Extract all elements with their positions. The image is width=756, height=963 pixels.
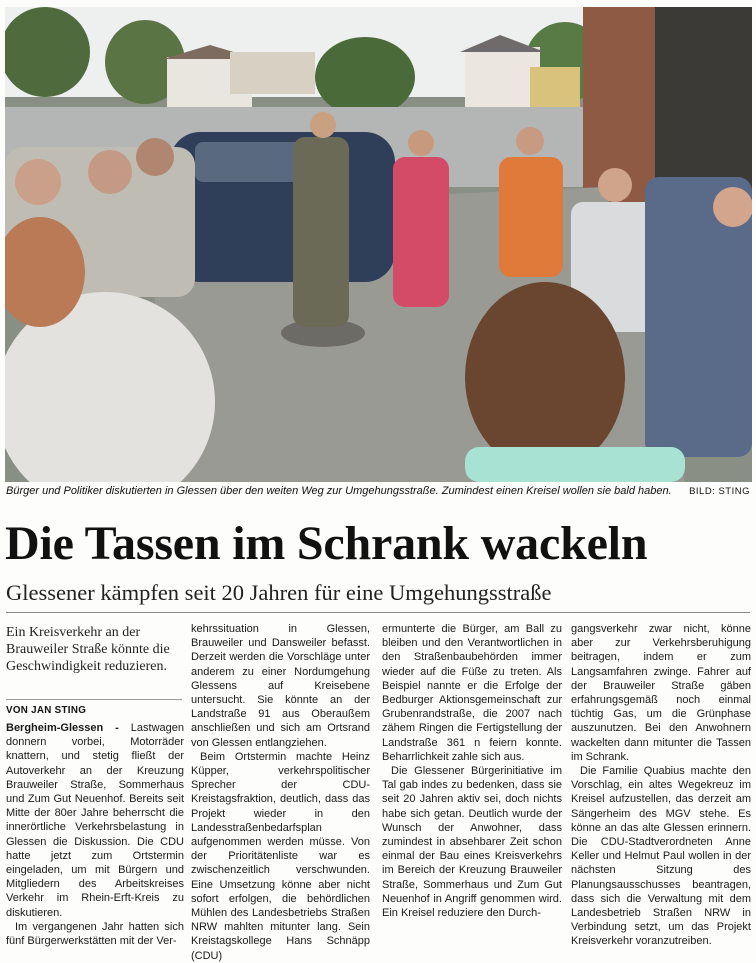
article-paragraph: ermunterte die Bürger, am Ball zu bleiben und den Verantwortlichen in den Straßenbaubehörden immer wieder auf die Füße zu treten. Als Beispiel nannte er die Erfolge der Bedburger Aktionsgemeinschaft zur Grubenrandstraße, die 2007 nach zähem Ringen die Fertigstellung der Landstraße 361 n feiern konnte. Beharrlichkeit zahle sich aus. bbox=[382, 623, 562, 763]
article-column-4 bbox=[571, 622, 751, 949]
person-orange bbox=[499, 157, 563, 277]
news-photo-illustration bbox=[5, 7, 752, 482]
divider bbox=[6, 612, 750, 613]
person-suit bbox=[293, 137, 349, 327]
article-paragraph: Die Glessener Bürgerinitiative im Tal gab indes zu bedenken, dass sie seit 20 Jahren aktiv sei, doch nichts habe sich getan. Deutlich wurde der Wunsch der Anwohner, dass zumindest in absehbarer Zeit schon einmal der Bau eines Kreisverkehrs im Bereich der Kreuzung Brauweiler Straße, Sommerhaus und Zum Gut Neuenhof in Angriff genommen wird. Ein Kreisel reduziere den Durch- bbox=[382, 765, 562, 920]
byline: VON JAN STING bbox=[6, 705, 87, 716]
house-back bbox=[230, 52, 315, 94]
article-paragraph: Beim Ortstermin machte Heinz Küpper, verkehrspolitischer Sprecher der CDU-Kreistagsfraktion, deutlich, dass das Projekt wieder in den Landesstraßenbedarfsplan aufgenommen werden müsse. Von der Prioritätenliste war es zwischenzeitlich verschwunden. Eine Umsetzung könne aber nicht sofort erfolgen, die behördlichen Mühlen des Landesbetriebs Straßen NRW mahlten mitunter lang. Sein Kreistagskollege Hans Schnäpp (CDU) bbox=[191, 750, 370, 962]
tree-mid bbox=[315, 37, 415, 117]
article-paragraph: gangsverkehr zwar nicht, könne aber zur Verkehrsberuhigung beitragen, indem er zum Langsamfahren zwinge. Fahrer auf der Brauweiler Straße gäben erfahrungsgemäß noch einmal tüchtig Gas, um die Grünphase auszunutzen. Bei den Anwohnern wackelten dann mitunter die Tassen im Schrank. bbox=[571, 623, 751, 763]
subheadline: Glessener kämpfen seit 20 Jahren für eine Umgehungsstraße bbox=[6, 580, 552, 605]
photo-caption: Bürger und Politiker diskutierten in Glessen über den weiten Weg zur Umgehungsstraße. Zumindest einen Kreisel wollen sie bald haben. bbox=[6, 485, 672, 497]
article-paragraph bbox=[6, 721, 184, 920]
article-paragraph: Im vergangenen Jahr hatten sich fünf Bürgerwerkstätten mit der Ver- bbox=[6, 920, 184, 948]
article-column-3 bbox=[382, 622, 562, 920]
article-column-2 bbox=[191, 622, 370, 963]
article-paragraph: kehrssituation in Glessen, Brauweiler und Dansweiler befasst. Derzeit werden die Vorschläge unter anderem zu einer Nordumgehung Glessens auf Kreisebene untersucht. Sie könnte an der Landstraße 91 aus Oberaußem anschließen und sich am Ortsrand von Glessen entlangziehen. bbox=[191, 623, 370, 749]
person-pink bbox=[393, 157, 449, 307]
headline: Die Tassen im Schrank wackeln bbox=[5, 517, 648, 570]
house-yellow bbox=[530, 67, 580, 112]
news-photo bbox=[5, 7, 752, 482]
teaser: Ein Kreisverkehr an der Brauweiler Straße könnte die Geschwindigkeit reduzieren. bbox=[6, 625, 170, 674]
article-paragraph: Die Familie Quabius machte den Vorschlag, ein altes Wegekreuz im Kreisel aufzustellen, das derzeit am Sängerheim des MGV stehe. Es könne an das alte Glessen erinnern. Die CDU-Stadtverordneten Anne Keller und Helmut Paul wollen in der nächsten Sitzung des Planungsausschusses beantragen, dass sich die Verwaltung mit dem Landesbetrieb Straßen NRW in Verbindung setzt, um das Projekt Kreisverkehr voranzutreiben. bbox=[571, 765, 751, 948]
dateline: Bergheim-Glessen - bbox=[6, 722, 119, 734]
photo-credit: BILD: STING bbox=[683, 486, 750, 497]
teaser-divider bbox=[6, 699, 182, 700]
foreground-shoulders bbox=[465, 447, 685, 482]
paragraph-text: Lastwagen donnern vorbei, Motorräder knattern, und stetig fließt der Autoverkehr an der Kreuzung Brauweiler Straße, Sommerhaus und Zum Gut Neuenhof. Bereits seit Mitte der 80er Jahre beherrscht die innerörtliche Verkehrsbelastung in Glessen die Diskussion. Die CDU hatte jetzt zum Ortstermin eingeladen, um mit Bürgern und Mitgliedern des Arbeitskreises Verkehr im Rhein-Erft-Kreis zu diskutieren. bbox=[6, 722, 185, 919]
article-column-1 bbox=[6, 721, 184, 948]
house-right bbox=[465, 47, 540, 112]
foreground-head-woman bbox=[465, 282, 625, 472]
